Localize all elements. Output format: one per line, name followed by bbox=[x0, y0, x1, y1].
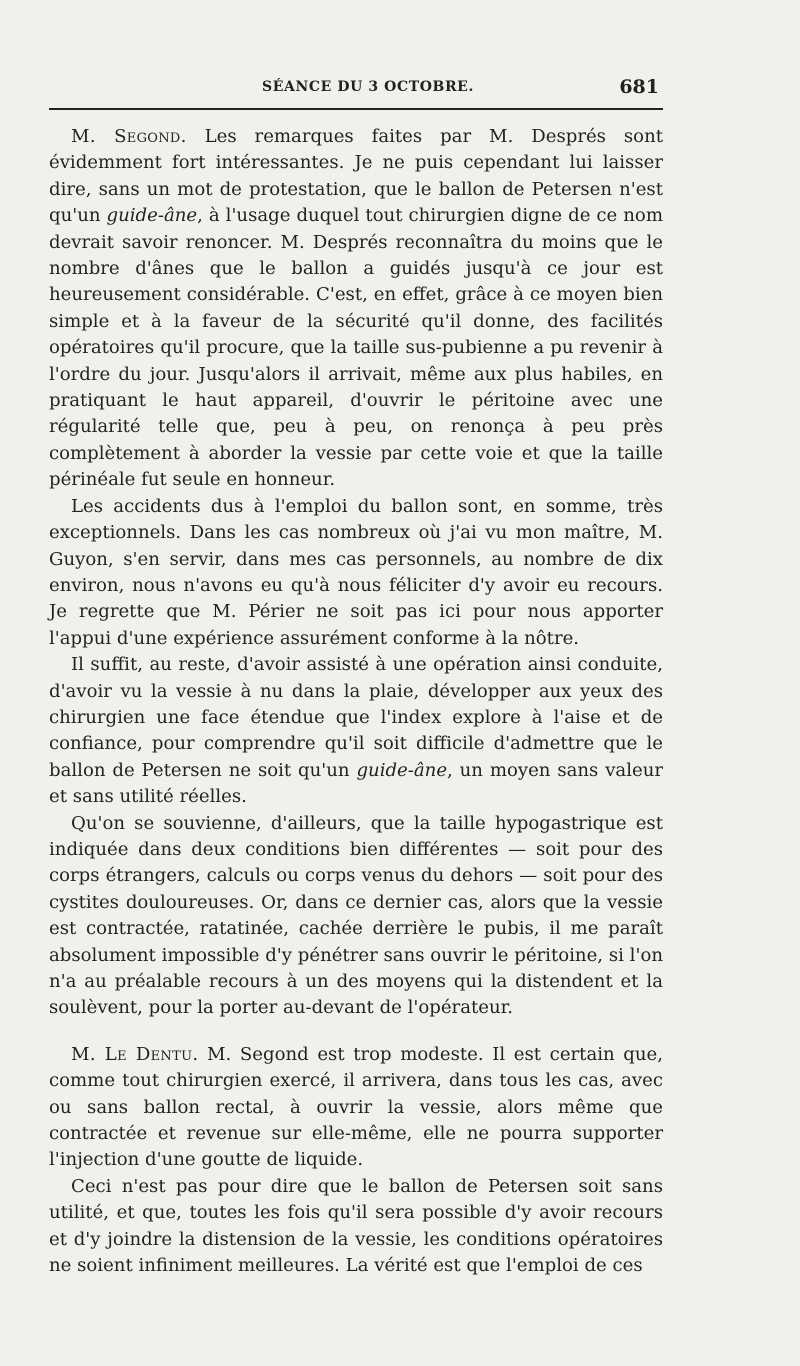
header-title: SÉANCE DU 3 OCTOBRE. bbox=[262, 79, 474, 95]
paragraph-text: Les accidents dus à l'emploi du ballon sont, en somme, très exceptionnels. Dans les cas nombreux où j'ai vu mon maître, M. Guyon, s'en servir, dans mes cas personnels, au nombre de dix environ, nous n'avons eu qu'à nous féliciter d'y avoir eu recours. Je regrette que M. Périer ne soit pas ici pour nous apporter l'appui d'une expérience assurément conforme à la nôtre. bbox=[49, 495, 663, 649]
paragraph-text: Ceci n'est pas pour dire que le ballon de Petersen soit sans utilité, et que, toutes les fois qu'il sera possible d'y avoir recours et d'y joindre la distension de la vessie, les conditions opératoires ne soient infiniment meilleures. La vérité est que l'emploi de ces bbox=[49, 1175, 663, 1277]
italic-term: guide-âne bbox=[356, 759, 448, 781]
paragraph-accidents bbox=[49, 494, 663, 652]
header-rule bbox=[49, 108, 663, 110]
page-number: 681 bbox=[619, 76, 659, 98]
paragraph-text: Qu'on se souvienne, d'ailleurs, que la taille hypogastrique est indiquée dans deux conditions bien différentes — soit pour des corps étrangers, calculs ou corps venus du dehors — soit pour des cystites douloureuses. Or, dans ce dernier cas, alors que la vessie est contractée, ratatinée, cachée derrière le pubis, il me paraît absolument impossible d'y pénétrer sans ouvrir le péritoine, si l'on n'a au préalable recours à un des moyens qui la distendent et la soulèvent, pour la porter au-devant de l'opérateur. bbox=[49, 812, 663, 1019]
speaker-le-dentu: M. Le Dentu. bbox=[71, 1043, 199, 1065]
paragraph-text: M. Segond est trop modeste. Il est certain que, comme tout chirurgien exercé, il arrivera, dans tous les cas, avec ou sans ballon rectal, à ouvrir la vessie, alors même que contractée et revenue sur elle-même, elle ne pourra supporter l'injection d'une goutte de liquide. bbox=[49, 1043, 663, 1171]
paragraph-text: , un moyen sans valeur et sans utilité réelles. bbox=[49, 759, 664, 808]
paragraph-ceci bbox=[49, 1174, 663, 1280]
paragraph-le-dentu bbox=[49, 1042, 663, 1174]
body-text bbox=[49, 124, 663, 1279]
paragraph-text: Il suffit, au reste, d'avoir assisté à une opération ainsi conduite, d'avoir vu la vessie à nu dans la plaie, développer aux yeux des chirurgien une face étendue que l'index explore à l'aise et de confiance, pour comprendre qu'il soit difficile d'admettre que le ballon de Petersen ne soit qu'un bbox=[49, 654, 663, 781]
italic-term: guide-âne bbox=[106, 205, 198, 227]
paragraph-segond bbox=[49, 124, 663, 494]
speaker-segond: M. Segond. bbox=[71, 126, 187, 147]
paragraph-souvienne bbox=[49, 811, 663, 1022]
paragraph-text: Les remarques faites par M. Després sont évidemment fort intéressantes. Je ne puis cependant lui laisser dire, sans un mot de protestation, que le ballon de Petersen n'est qu'un bbox=[49, 126, 663, 227]
running-header bbox=[49, 76, 663, 102]
paragraph-il-suffit bbox=[49, 652, 663, 810]
paragraph-text: , à l'usage duquel tout chirurgien digne de ce nom devrait savoir renoncer. M. Després reconnaîtra du moins que le nombre d'ânes que le ballon a guidés jusqu'à ce jour est heureusement considérable. C'est, en effet, grâce à ce moyen bien simple et à la faveur de la sécurité qu'il donne, des facilités opératoires qu'il procure, que la taille sus-pubienne a pu revenir à l'ordre du jour. Jusqu'alors il arrivait, même aux plus habiles, en pratiquant le haut appareil, d'ouvrir le péritoine avec une régularité telle que, peu à peu, on renonça à peu près complètement à aborder la vessie par cette voie et que la taille périnéale fut seule en honneur. bbox=[49, 205, 663, 491]
